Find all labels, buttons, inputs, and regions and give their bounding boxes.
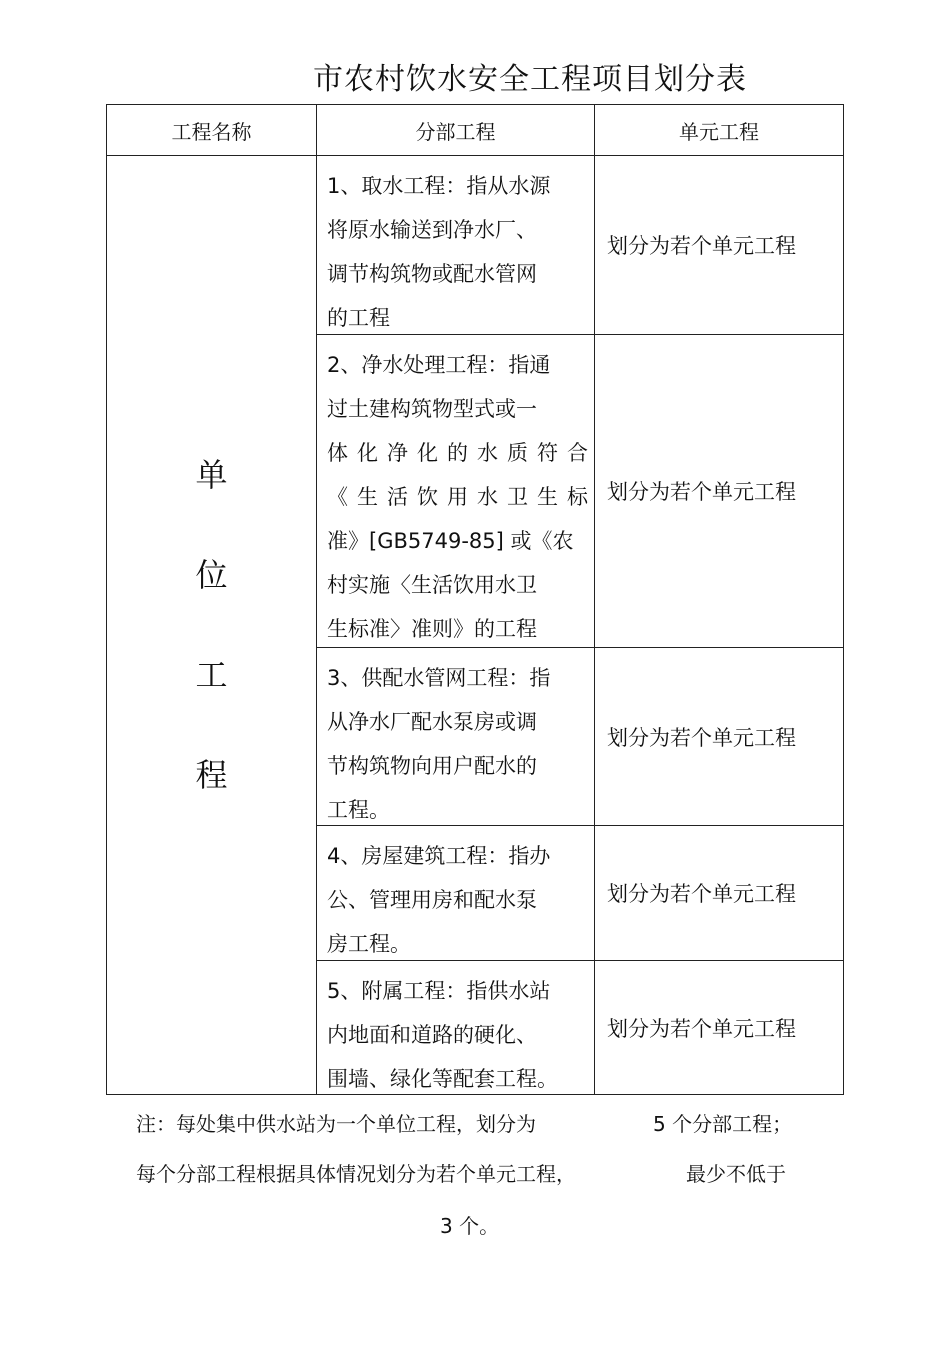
note-line-1-part-2: 5 个分部工程；	[653, 1112, 793, 1136]
division-line: 调节构筑物或配水管网	[327, 262, 537, 286]
unit-project-char: 程	[195, 756, 228, 794]
division-line: 体化净化的水质符合	[327, 441, 588, 465]
division-line: 房工程。	[327, 932, 411, 956]
unit-cell-2: 划分为若个单元工程	[595, 335, 844, 648]
division-cell-2	[317, 335, 595, 648]
division-line: 公、管理用房和配水泵	[327, 888, 537, 912]
division-line: 工程。	[327, 798, 390, 822]
division-line: 1、取水工程：指从水源	[327, 174, 551, 198]
division-line: 2、净水处理工程：指通	[327, 353, 551, 377]
division-line: 《生活饮用水卫生标	[327, 485, 588, 509]
unit-project-char: 工	[195, 656, 228, 694]
division-line: 5、附属工程：指供水站	[327, 979, 551, 1003]
division-line: 3、供配水管网工程：指	[327, 666, 551, 690]
unit-project-char: 单	[195, 456, 228, 494]
note-line-3: 3 个。	[440, 1214, 500, 1238]
division-line: 的工程	[327, 306, 390, 330]
division-line: 生标准〉准则》的工程	[327, 617, 537, 641]
division-cell-3	[317, 648, 595, 826]
note-line-1-part-1: 注：每处集中供水站为一个单位工程，划分为	[136, 1112, 536, 1136]
header-division-project: 分部工程	[317, 105, 595, 156]
division-line: 内地面和道路的硬化、	[327, 1023, 537, 1047]
unit-project-char: 位	[195, 556, 228, 594]
division-line: 围墙、绿化等配套工程。	[327, 1067, 558, 1091]
unit-project-cell	[107, 156, 317, 1095]
page-title: 市农村饮水安全工程项目划分表	[313, 62, 747, 97]
division-line: 过土建构筑物型式或一	[327, 397, 537, 421]
header-project-name: 工程名称	[107, 105, 317, 156]
note-line-2-part-2: 最少不低于	[686, 1162, 786, 1186]
division-cell-1	[317, 156, 595, 335]
note-line-2-part-1: 每个分部工程根据具体情况划分为若个单元工程，	[136, 1162, 576, 1186]
unit-cell-1: 划分为若个单元工程	[595, 156, 844, 335]
division-cell-4	[317, 826, 595, 961]
division-line: 将原水输送到净水厂、	[327, 218, 537, 242]
unit-cell-3: 划分为若个单元工程	[595, 648, 844, 826]
header-unit-project: 单元工程	[595, 105, 844, 156]
unit-cell-4: 划分为若个单元工程	[595, 826, 844, 961]
division-line: 4、房屋建筑工程：指办	[327, 844, 551, 868]
project-division-table	[106, 104, 844, 1095]
unit-cell-5: 划分为若个单元工程	[595, 961, 844, 1095]
division-cell-5	[317, 961, 595, 1095]
division-line: 准》[GB5749-85] 或《农	[327, 529, 574, 553]
division-line: 节构筑物向用户配水的	[327, 754, 537, 778]
division-line: 从净水厂配水泵房或调	[327, 710, 537, 734]
division-line: 村实施〈生活饮用水卫	[327, 573, 537, 597]
